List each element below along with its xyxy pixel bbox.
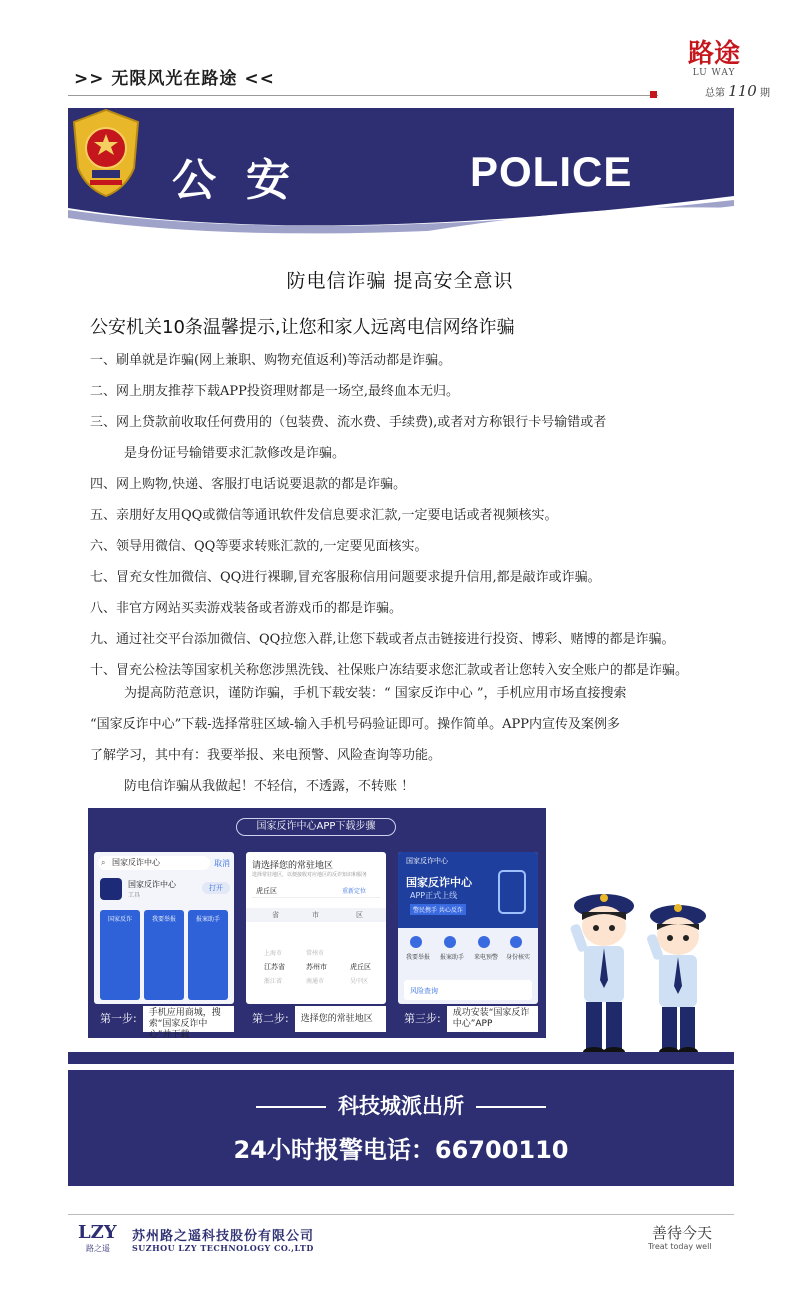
region-cell: 苏州市 xyxy=(306,963,327,971)
banner-en-text: POLICE xyxy=(470,148,633,195)
logo-cn: 路途 xyxy=(687,39,740,69)
promo-title: 国家反诈中心 xyxy=(406,876,472,889)
list-item: 六、领导用微信、QQ等要求转账汇款的,一定要见面核实。 xyxy=(90,539,428,554)
step1-text: 手机应用商城，搜索“国家反诈中心”并下载 xyxy=(148,1008,221,1040)
search-box xyxy=(98,856,210,870)
issue-number xyxy=(660,82,770,100)
open-button: 打开 xyxy=(202,882,230,894)
step1-key: 第一步: xyxy=(94,1006,143,1032)
app-category: 工具 xyxy=(128,892,141,899)
list-item: 四、网上购物,快递、客服打电话说要退款的都是诈骗。 xyxy=(90,477,407,492)
list-item: 二、网上朋友推荐下载APP投资理财都是一场空,最终血本无归。 xyxy=(90,384,460,399)
install-paragraph xyxy=(90,678,720,802)
phone-icon xyxy=(498,870,526,914)
region-cell: 浙江省 xyxy=(264,978,283,985)
search-text: 国家反诈中心 xyxy=(112,858,160,867)
left-dash xyxy=(256,1106,326,1108)
tips-list xyxy=(90,345,730,686)
risk-query: 风险查询 xyxy=(404,980,532,1000)
brand-logo: LZY xyxy=(78,1222,117,1243)
police-station-band xyxy=(68,1070,734,1186)
header-divider xyxy=(68,95,658,96)
bottom-divider xyxy=(68,1214,734,1215)
police-emblem-icon xyxy=(68,108,144,198)
region-title: 请选择您的常驻地区 xyxy=(252,861,334,871)
issue-suffix: 期 xyxy=(760,88,770,99)
feature-report: 我要举报 xyxy=(406,954,431,961)
station-name: 科技城派出所 xyxy=(338,1094,464,1118)
feature-assist: 报案助手 xyxy=(440,954,465,961)
company-name-en: SUZHOU LZY TECHNOLOGY CO.,LTD xyxy=(132,1243,314,1253)
step1-screenshot xyxy=(94,852,234,1004)
cancel-text: 取消 xyxy=(214,859,230,868)
list-item: 七、冒充女性加微信、QQ进行裸聊,冒充客服称信用问题要求提升信用,都是敲诈或诈骗。 xyxy=(90,570,601,585)
step3-screenshot xyxy=(398,852,538,1004)
police-officers-illustration xyxy=(556,880,736,1060)
police-banner xyxy=(68,108,734,236)
list-item: 八、非官方网站买卖游戏装备或者游戏币的都是诈骗。 xyxy=(90,601,403,616)
feature-warn: 来电预警 xyxy=(474,954,499,961)
footer-strip xyxy=(68,1052,734,1064)
issue-prefix: 总第 xyxy=(704,88,725,99)
col-province: 省 xyxy=(272,911,279,919)
region-cell: 上海市 xyxy=(264,950,283,957)
list-item: 三、网上贷款前收取任何费用的（包装费、流水费、手续费),或者对方称银行卡号输错或者 xyxy=(90,415,607,430)
region-cell: 吴中区 xyxy=(350,978,369,985)
step2-screenshot xyxy=(246,852,386,1004)
header-red-square xyxy=(650,91,657,98)
list-item: 十、冒充公检法等国家机关称您涉黑洗钱、社保账户冻结要求您汇款或者让您转入安全账户的都是诈骗。 xyxy=(90,663,689,678)
paragraph-line: 为提高防范意识，谨防诈骗，手机下载安装：“ 国家反诈中心 ”，手机应用市场直接搜索 xyxy=(124,686,627,701)
relocate-link: 重新定位 xyxy=(342,888,367,895)
report-icon xyxy=(410,936,422,948)
list-item: 一、刷单就是诈骗(网上兼职、购物充值返利)等活动都是诈骗。 xyxy=(90,353,452,368)
step3-text: 成功安装“国家反诈中心”APP xyxy=(452,1008,530,1029)
app-name: 国家反诈中心 xyxy=(128,880,176,889)
step2-label xyxy=(246,1006,386,1032)
column-title: >> 无限风光在路途 << xyxy=(74,69,275,89)
preview-card: 我要举报 xyxy=(144,910,184,1000)
promo-tag: 警民携手 共心反诈 xyxy=(410,904,466,915)
region-cell: 江苏省 xyxy=(264,963,285,971)
step1-label xyxy=(94,1006,234,1040)
col-district: 区 xyxy=(356,911,363,919)
verify-icon xyxy=(510,936,522,948)
region-cell: 常州市 xyxy=(306,950,325,957)
issue-value: 110 xyxy=(728,82,757,100)
search-icon: ⌕ xyxy=(101,858,106,867)
list-item: 九、通过社交平台添加微信、QQ拉您入群,让您下载或者点击链接进行投资、博彩、赌博的都是诈骗。 xyxy=(90,632,675,647)
step2-key: 第二步: xyxy=(246,1006,295,1032)
preview-card: 报案助手 xyxy=(188,910,228,1000)
paragraph-line: 防电信诈骗从我做起！不轻信，不透露，不转账 ！ xyxy=(124,779,415,794)
app-steps-panel xyxy=(88,808,546,1038)
paragraph-line: 了解学习，其中有：我要举报、来电预警、风险查询等功能。 xyxy=(90,748,442,763)
list-item: 是身份证号输错要求汇款修改是诈骗。 xyxy=(124,446,346,461)
article-heading: 公安机关10条温馨提示,让您和家人远离电信网络诈骗 xyxy=(90,317,515,338)
station-name-row xyxy=(68,1090,734,1120)
slogan-en: Treat today well xyxy=(648,1242,712,1251)
col-city: 市 xyxy=(312,911,319,919)
step3-key: 第三步: xyxy=(398,1006,447,1032)
region-cell: 南通市 xyxy=(306,978,325,985)
logo-en: LU WAY xyxy=(692,68,736,78)
step2-text: 选择您的常驻地区 xyxy=(300,1014,373,1024)
assist-icon xyxy=(444,936,456,948)
step3-label xyxy=(398,1006,538,1032)
paragraph-line: “国家反诈中心”下载-选择常驻区域-输入手机号码验证即可。操作简单。APP内宣传及案例多 xyxy=(90,717,620,732)
list-item: 五、亲朋好友用QQ或微信等通讯软件发信息要求汇款,一定要电话或者视频核实。 xyxy=(90,508,558,523)
article-subtitle: 防电信诈骗 提高安全意识 xyxy=(286,270,514,292)
right-dash xyxy=(476,1106,546,1108)
region-cell: 虎丘区 xyxy=(350,963,371,971)
hotline: 24小时报警电话：66700110 xyxy=(233,1136,569,1164)
app-icon xyxy=(100,878,122,900)
region-hint: 选择常驻地区，以便接收对应地区的反诈知识和服务 xyxy=(252,872,368,878)
slogan-cn: 善待今天 xyxy=(652,1224,713,1242)
brand-sub: 路之遥 xyxy=(86,1244,110,1253)
steps-title: 国家反诈中心APP下载步骤 xyxy=(236,818,396,836)
location-text: 虎丘区 xyxy=(256,887,277,895)
warn-icon xyxy=(478,936,490,948)
promo-sub: APP正式上线 xyxy=(410,891,458,900)
feature-verify: 身份核实 xyxy=(506,954,531,961)
company-name-cn: 苏州路之遥科技股份有限公司 xyxy=(132,1229,315,1244)
app-label: 国家反诈中心 xyxy=(406,857,448,865)
preview-card: 国家反诈 xyxy=(100,910,140,1000)
banner-cn-text: 公安 xyxy=(172,155,320,206)
